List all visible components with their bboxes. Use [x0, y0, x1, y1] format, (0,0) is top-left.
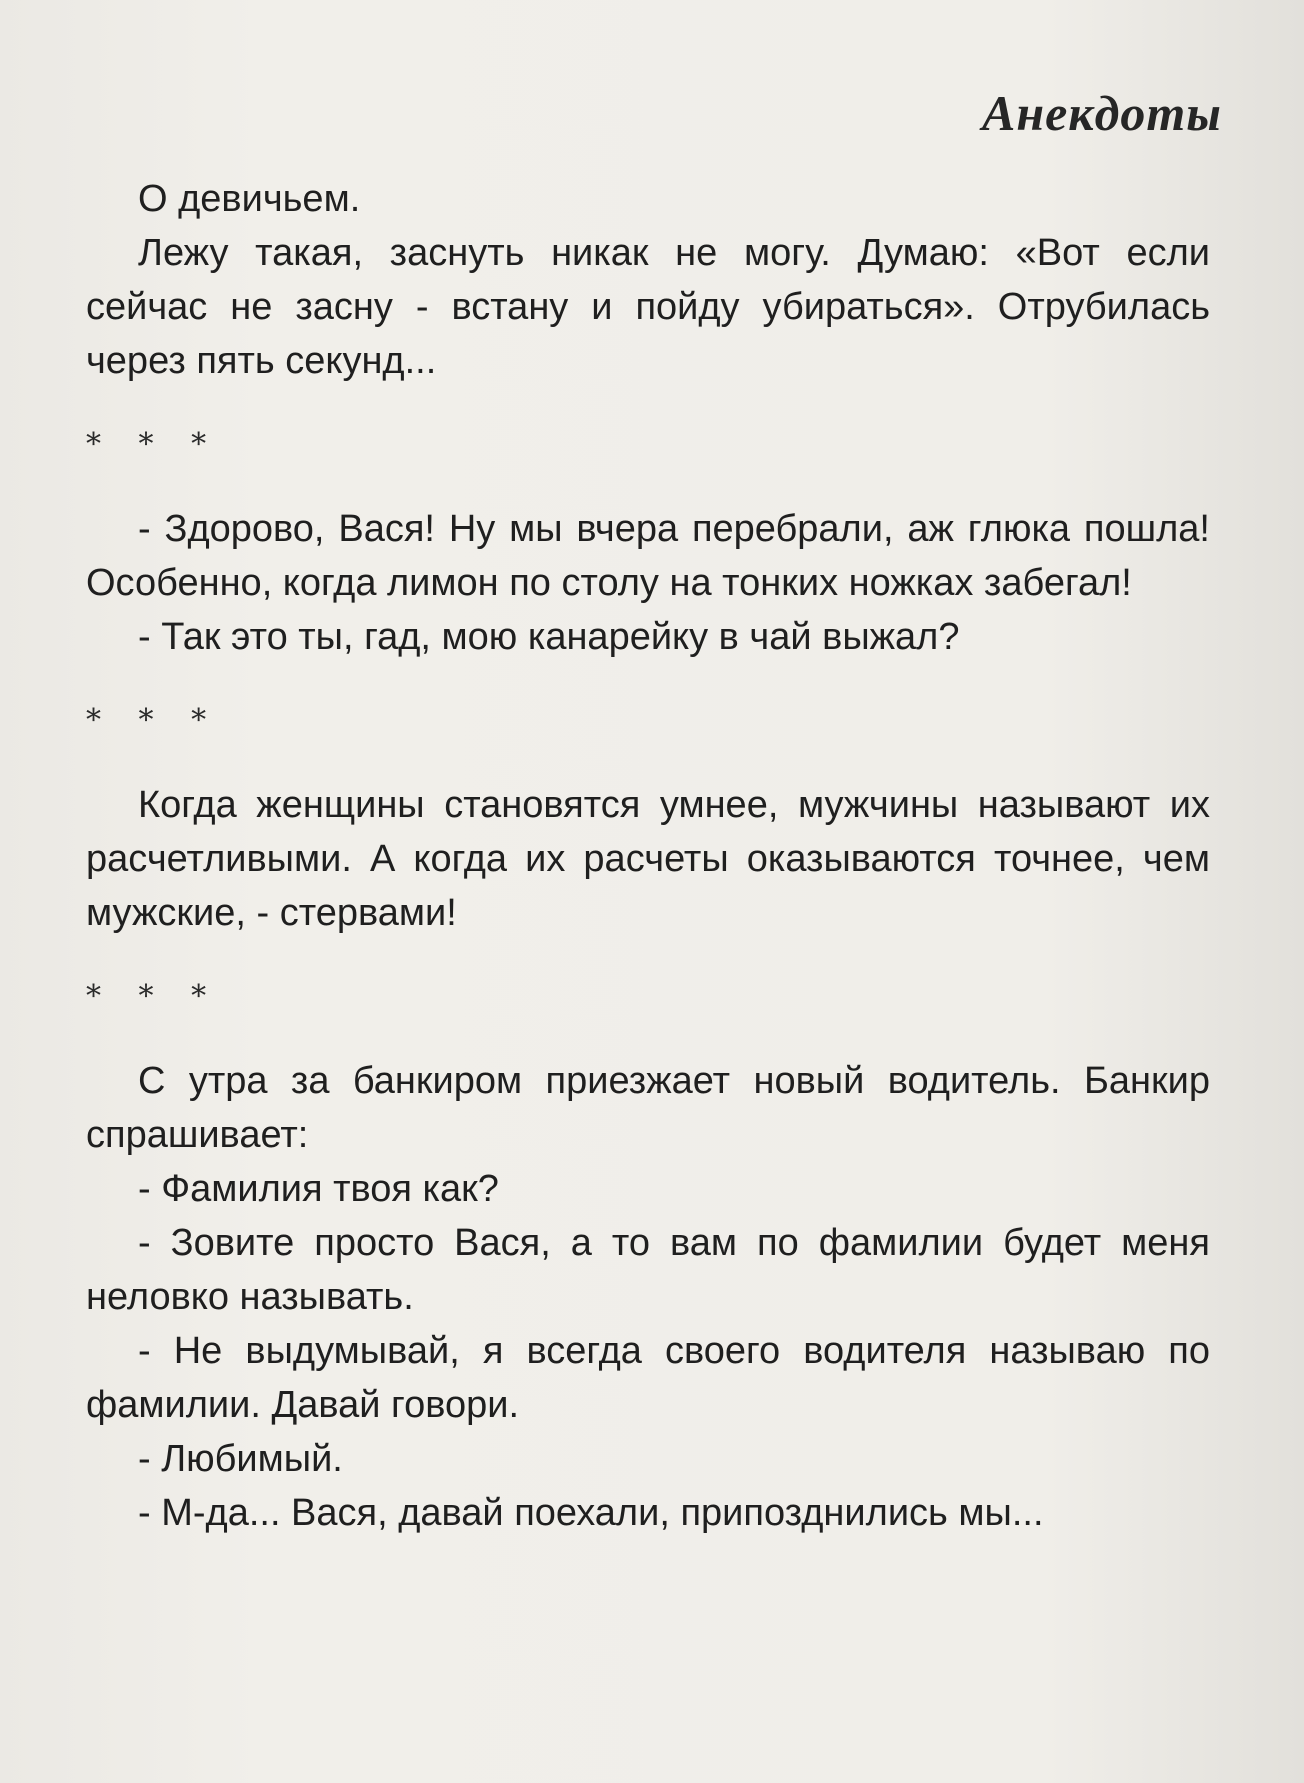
- joke-4-paragraph-5: - Любимый.: [138, 1438, 343, 1480]
- joke-4-paragraph-1: С утра за банкиром приезжает новый водитель. Банкир спрашивает:: [86, 1060, 1210, 1156]
- joke-4-paragraph-4: - Не выдумывай, я всегда своего водителя называю по фамилии. Давай говори.: [86, 1330, 1210, 1426]
- joke-4: [86, 1054, 1210, 1540]
- joke-3-paragraph-1: Когда женщины становятся умнее, мужчины называют их расчетливыми. А когда их расчеты оказываются точнее, чем мужские, - стервами!: [86, 784, 1210, 934]
- joke-4-paragraph-6: - М-да... Вася, давай поехали, припозднились мы...: [138, 1492, 1044, 1534]
- joke-2-paragraph-2: - Так это ты, гад, мою канарейку в чай выжал?: [138, 616, 960, 658]
- jokes-text: [86, 172, 1210, 1540]
- separator-3: * * *: [86, 979, 221, 1014]
- joke-4-paragraph-2: - Фамилия твоя как?: [138, 1168, 499, 1210]
- joke-2-paragraph-1: - Здорово, Вася! Ну мы вчера перебрали, аж глюка пошла! Особенно, когда лимон по столу на тонких ножках забегал!: [86, 508, 1210, 604]
- joke-1-paragraph-2: Лежу такая, заснуть никак не могу. Думаю: «Вот если сейчас не засну - встану и пойду убираться». Отрубилась через пять секунд...: [86, 232, 1210, 382]
- joke-1-paragraph-1: О девичьем.: [138, 178, 361, 220]
- separator-2: * * *: [86, 703, 221, 738]
- joke-2: [86, 502, 1210, 664]
- separator-1: * * *: [86, 427, 221, 462]
- running-head: Анекдоты: [981, 85, 1222, 141]
- joke-3: [86, 778, 1210, 940]
- joke-1: [86, 172, 1210, 388]
- joke-4-paragraph-3: - Зовите просто Вася, а то вам по фамилии будет меня неловко называть.: [86, 1222, 1210, 1318]
